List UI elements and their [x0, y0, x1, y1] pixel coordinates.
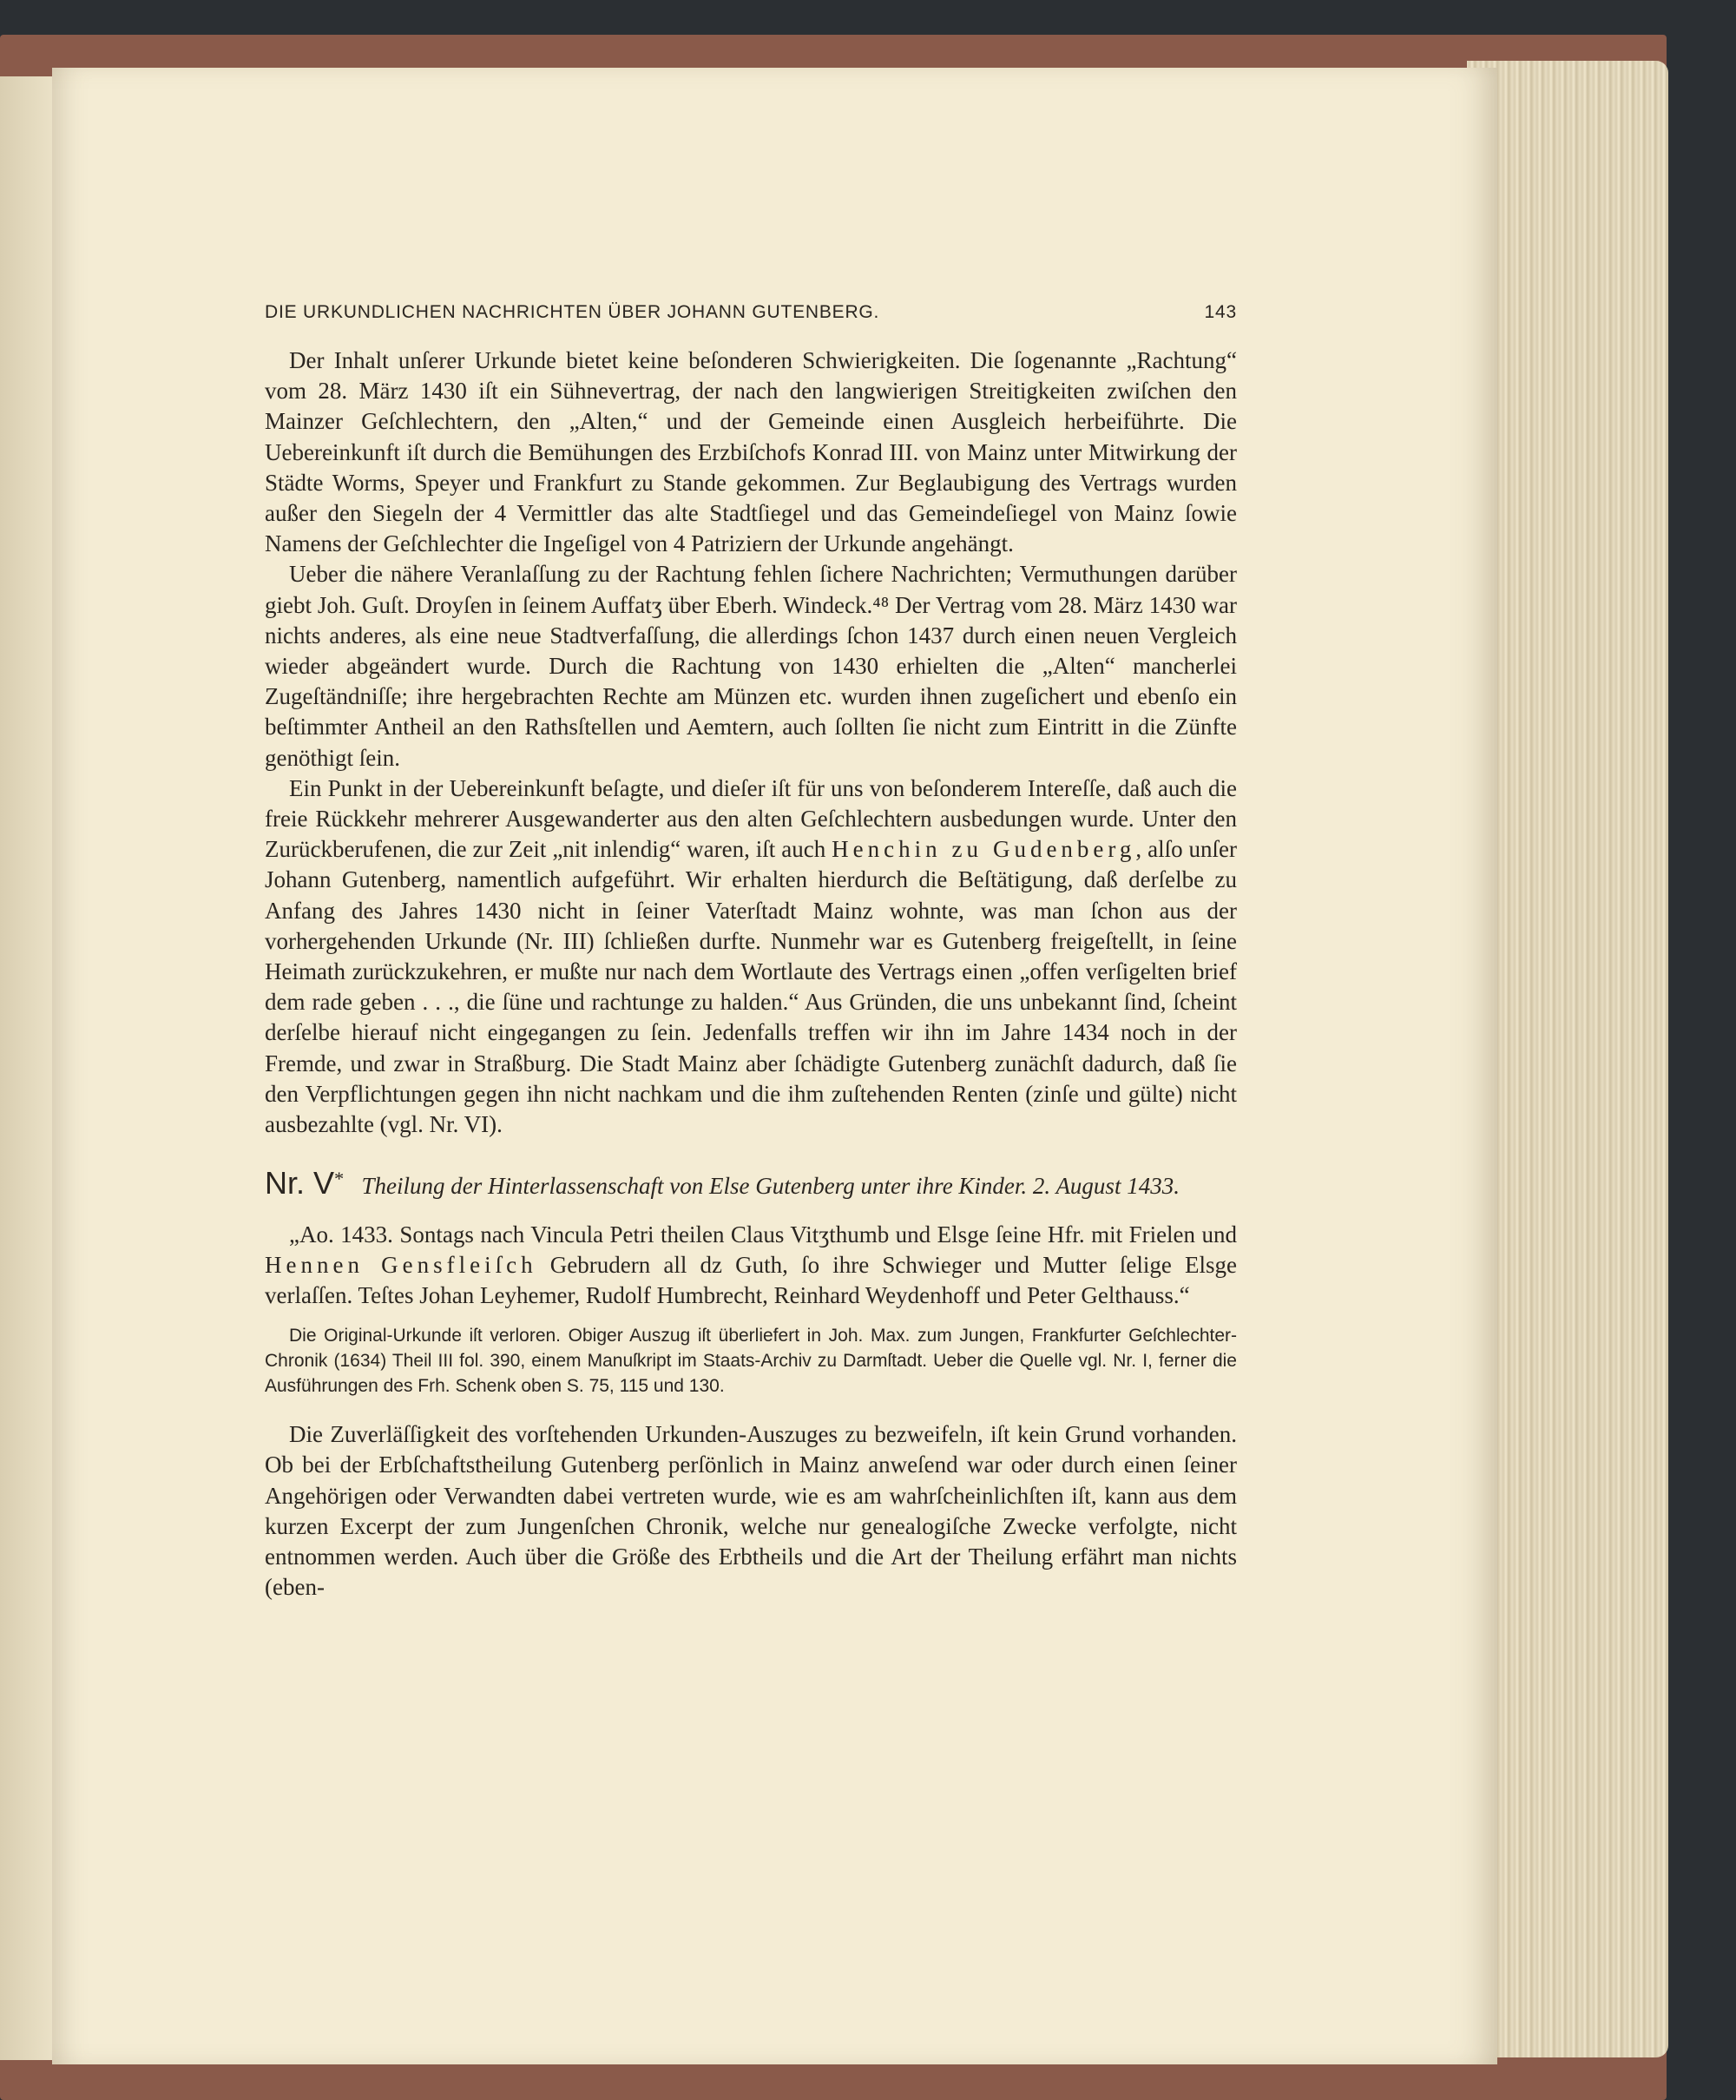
- paragraph-3: [265, 774, 1237, 1140]
- paragraph-2: Ueber die nähere Veranlaſſung zu der Rachtung fehlen ſichere Nachrichten; Vermuthungen darüber giebt Joh. Guſt. Droyſen in ſeinem Auffatʒ über Eberh. Windeck.⁴⁸ Der Vertrag vom 28. März 1430 war nichts anderes, als eine neue Stadtverfaſſung, die allerdings ſchon 1437 durch einen neuen Vergleich wieder abgeändert wurde. Durch die Rachtung von 1430 erhielten die „Alten“ mancherlei Zugeſtändniſſe; ihre hergebrachten Rechte am Münzen etc. wurden ihnen zugeſichert und ebenſo ein beſtimmter Antheil an den Rathsſtellen und Aemtern, auch ſollten ſie nicht zum Eintritt in die Zünfte genöthigt ſein.: [265, 561, 1237, 771]
- section-heading: [265, 1164, 1237, 1201]
- book-page: [52, 68, 1497, 2064]
- spaced-name-hennen: Hennen Gensfleiſch: [265, 1252, 537, 1279]
- section-number: Nr. V: [265, 1165, 335, 1201]
- paragraph-3-part-1: Ein Punkt in der Uebereinkunft beſagte, und dieſer iſt für uns von beſonderem Intereſſe, daß auch die freie Rückkehr mehrerer Ausgewanderter aus den alten Geſchlechtern ausbedungen wurde. Unter den Zurückberufenen, die zur Zeit „nit inlendig“ waren, iſt auch: [265, 774, 1237, 863]
- left-page-edge: [0, 76, 57, 2060]
- paragraph-final: Die Zuverläſſigkeit des vorſtehenden Urkunden-Auszuges zu bezweifeln, iſt kein Grund vorhanden. Ob bei der Erbſchaftstheilung Gutenberg perſönlich in Mainz anweſend war oder durch einen ſeiner Angehörigen oder Verwandten dabei vertreten wurde, wie es am wahrſcheinlichſten iſt, kann aus dem kurzen Excerpt der zum Jungenſchen Chronik, welche nur genealogiſche Zwecke verfolgte, nicht entnommen werden. Auch über die Größe des Erbtheils und die Art der Theilung erfährt man nichts (eben-: [265, 1421, 1237, 1601]
- spaced-name-henchin: Henchin zu Gudenberg: [832, 836, 1136, 863]
- source-note: Die Original-Urkunde iſt verloren. Obiger Auszug iſt überliefert in Joh. Max. zum Jungen, Frankfurter Geſchlechter-Chronik (1634) Theil III fol. 390, einem Manuſkript im Staats-Archiv zu Darmſtadt. Ueber die Quelle vgl. Nr. I, ferner die Ausführungen des Frh. Schenk oben S. 75, 115 und 130.: [265, 1326, 1237, 1397]
- page-number: 143: [1204, 302, 1237, 322]
- paragraph-1: Der Inhalt unſerer Urkunde bietet keine beſonderen Schwierigkeiten. Die ſogenannte „Rachtung“ vom 28. März 1430 iſt ein Sühnevertrag, der nach den langwierigen Streitigkeiten zwiſchen den Mainzer Geſchlechtern, den „Alten,“ und der Gemeinde einen Ausgleich herbeiführte. Die Uebereinkunft iſt durch die Bemühungen des Erzbiſchofs Konrad III. von Mainz unter Mitwirkung der Städte Worms, Speyer und Frankfurt zu Stande gekommen. Zur Beglaubigung des Vertrags wurden außer den Siegeln der 4 Vermittler das alte Stadtſiegel und das Gemeindeſiegel von Mainz ſowie Namens der Geſchlechter die Ingeſigel von 4 Patriziern der Urkunde angehängt.: [265, 347, 1237, 557]
- running-header: [265, 302, 1237, 323]
- page-content: [265, 302, 1237, 1603]
- running-title: DIE URKUNDLICHEN NACHRICHTEN ÜBER JOHANN GUTENBERG.: [265, 302, 880, 322]
- document-quote: [265, 1220, 1237, 1311]
- section-mark: *: [334, 1168, 345, 1190]
- section-title: Theilung der Hinterlassenschaft von Else Gutenberg unter ihre Kinder. 2. August 1433.: [361, 1173, 1180, 1200]
- quote-part-2: Gebrudern all dz Guth, ſo ihre Schwieger und Mutter ſelige Elsge verlaſſen. Teſtes Johan Leyhemer, Rudolf Humbrecht, Reinhard Weydenhoff und Peter Gelthauss.“: [265, 1252, 1237, 1309]
- paragraph-3-part-2: , alſo unſer Johann Gutenberg, namentlich aufgeführt. Wir erhalten hierdurch die Beſtätigung, daß derſelbe zu Anfang des Jahres 1430 nicht in ſeiner Vaterſtadt Mainz wohnte, was man ſchon aus der vorhergehenden Urkunde (Nr. III) ſchließen durfte. Nunmehr war es Gutenberg freigeſtellt, in ſeine Heimath zurückzukehren, er mußte nur nach dem Wortlaute des Vertrags einen „offen verſigelten brief dem rade geben . . ., die ſüne und rachtunge zu halden.“ Aus Gründen, die uns unbekannt ſind, ſcheint derſelbe hierauf nicht eingegangen zu ſein. Jedenfalls treffen wir ihn im Jahre 1434 noch in der Fremde, und zwar in Straßburg. Die Stadt Mainz aber ſchädigte Gutenberg zunächſt dadurch, daß ſie den Verpflichtungen gegen ihn nicht nachkam und die ihm zuſtehenden Renten (zinſe und gülte) nicht ausbezahlte (vgl. Nr. VI).: [265, 836, 1238, 1138]
- quote-part-1: „Ao. 1433. Sontags nach Vincula Petri theilen Claus Vitʒthumb und Elsge ſeine Hfr. mit Frielen und: [289, 1221, 1237, 1248]
